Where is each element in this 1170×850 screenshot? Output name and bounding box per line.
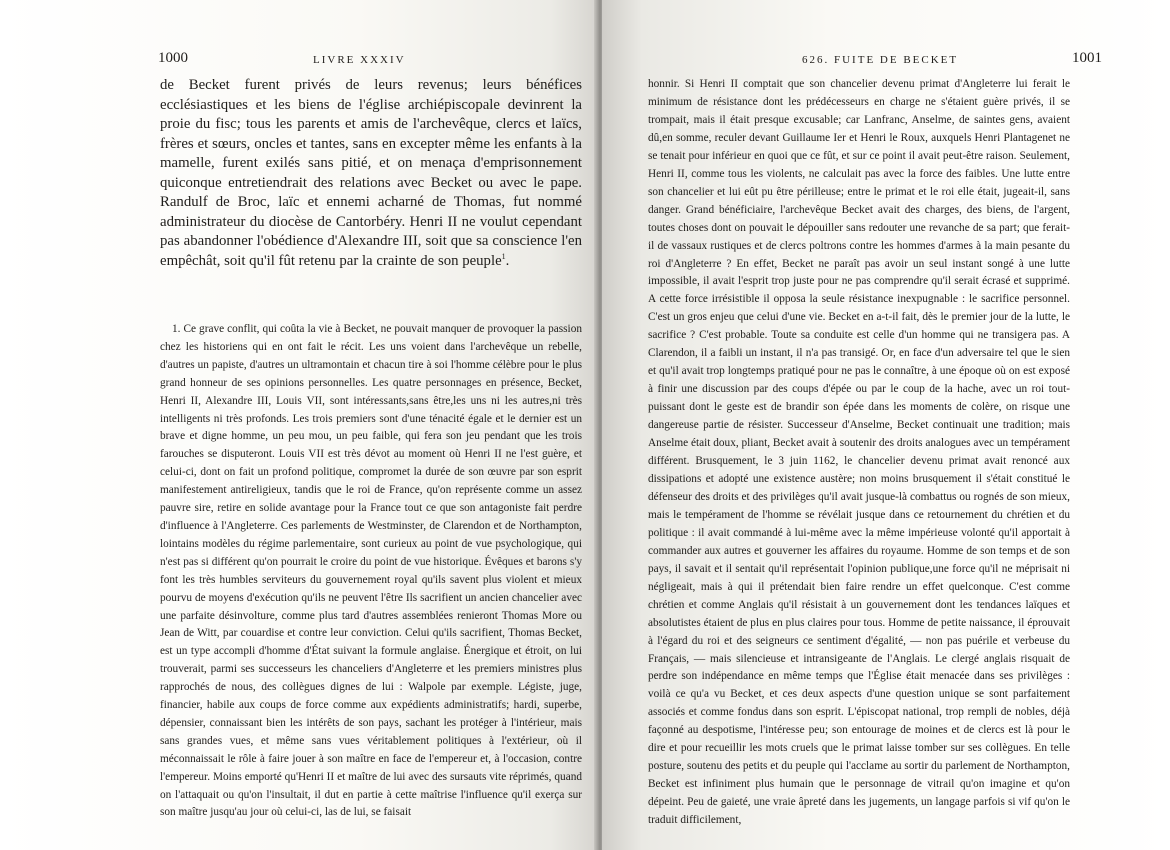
left-body-content: de Becket furent privés de leurs revenus; leurs bénéfices ecclésiastiques et les biens de l'église archiépiscopale devinrent la proie du fisc; tous les parents et amis de l'archevêque, clercs et laïcs, frères et sœurs, oncles et tantes, sans en excepter même les enfants à la mamelle, furent exilés sans pitié, et on menaça d'emprisonnement quiconque entretiendrait des relations avec Becket ou avec le pape. Randulf de Broc, laïc et ennemi acharné de Thomas, fut nommé administrateur du diocèse de Cantorbéry. Henri II ne voulut cependant pas abandonner l'obédience d'Alexandre III, soit que sa conscience l'en empêchât, soit qu'il fût retenu par la crainte de son peuple bbox=[160, 77, 582, 269]
footnote-reference: 1 bbox=[501, 251, 506, 261]
right-page-number: 1001 bbox=[1072, 50, 1102, 66]
right-body-text: honnir. Si Henri II comptait que son chancelier devenu primat d'Angleterre lui ferait le minimum de résistance dont les prédécesseurs en charge ne s'étaient guère privés, il se trompait, mais il était presque excusable; car Lanfranc, Anselme, de saintes gens, avaient dû,en somme, reculer devant Guillaume Ier et Henri le Roux, auxquels Henri Plantagenet ne se tenait pour inférieur en quoi que ce fût, et sur ce point il avait peut-être raison. Seulement, Henri II, comme tous les violents, ne calculait pas avec la force des faibles. Une lutte entre son chancelier et lui eût pu être périlleuse; entre le primat et le roi elle était, jugeait-il, sans danger. Grand bénéficiaire, l'archevêque Becket avait des charges, des biens, de l'argent, toutes choses dont on pouvait le dépouiller sans redouter une revanche de sa part; que ferait-il de vassaux rustiques et de clercs poltrons contre les hommes d'armes à la main pesante du roi d'Angleterre ? En effet, Becket ne paraît pas avoir un seul instant songé à une lutte impossible, il avait l'esprit trop juste pour ne pas comprendre qu'il serait écrasé et supprimé. A cette force irrésistible il opposa la seule résistance inexpugnable : le sacrifice personnel. C'est un gros enjeu que celui d'une vie. Becket en a-t-il fait, dès le premier jour de la lutte, le sacrifice ? C'est probable. Toute sa conduite est celle d'un homme qui ne transigera pas. A Clarendon, il a faibli un instant, il n'a pas transigé. Or, en face d'un adversaire tel que le sien et qu'il avait trop longtemps pratiqué pour ne pas le connaître, à une époque où on est exposé à finir une discussion par des coups d'épée ou par le coup de la hache, avec un roi tout-puissant dont le geste est de brandir son épée dans les moments de colère, on risque une dangereuse partie de résister. Successeur d'Anselme, Becket continuait une tradition; mais Anselme était doux, pliant, Becket avait à soutenir des droits analogues avec un tempérament différent. Brusquement, le 3 juin 1162, le chancelier devenu primat avait renoncé aux dissipations et adopté une existence austère; non moins brusquement il s'était constitué le défenseur des droits et des privilèges qu'il avait jusque-là combattus ou rognés de son mieux, mais le tempérament de l'homme se révélait jusque dans ce retournement du chrétien et du politique : il avait commandé à lui-même avec la même impérieuse volonté qu'il apportait à commander aux autres et gouverner les affaires du royaume. Homme de son temps et de son pays, il savait et il sentait qu'il représentait l'opinion publique,une force qu'il ne méprisait ni négligeait, mais à qui il prétendait bien faire rendre un effet quelconque. C'est comme chrétien et comme Anglais qu'il résistait à un gouvernement dont les tendances laïques et absolutistes étaient de plus en plus claires pour tous. Homme de petite naissance, il éprouvait à l'égard du roi et des seigneurs ce sentiment d'égalité, — non pas puérile et verbeuse du Français, — mais silencieuse et intransigeante de l'Anglais. Le clergé anglais risquait de perdre son indépendance en même temps que l'Église était menacée dans ses privilèges : voilà ce qu'a vu Becket, et ces deux aspects d'une question unique se sont parfaitement associés et comme fondus dans son esprit. L'épiscopat national, trop rempli de nobles, déjà façonné au despotisme, l'intéresse peu; son entourage de moines et de clercs est là pour le dire et pour recueillir les mots cruels que le primat laisse tomber sur ses collègues. En telle posture, soutenu des petits et du peuple qui l'acclame au sortir du parlement de Northampton, Becket est infiniment plus humain que le personnage de vitrail qu'on imagine et qu'on dépeint. Peu de gaieté, une vraie âpreté dans les jugements, un langage parfois si vif qu'on le traduit difficilement, bbox=[648, 78, 1070, 827]
right-running-head bbox=[652, 50, 1102, 70]
left-footnote: 1. Ce grave conflit, qui coûta la vie à Becket, ne pouvait manquer de provoquer la passion chez les historiens qui en ont fait le récit. Les uns voient dans l'archevêque un rebelle, d'autres un papiste, d'autres un ultramontain et chacun tire à soi l'homme célèbre pour le plus grand honneur de ses opinions personnelles. Les quatre personnages en présence, Becket, Henri II, Alexandre III, Louis VII, sont intéressants,sans être,les uns ni les autres,ni très intelligents ni très profonds. Les trois premiers sont d'une ténacité égale et le dernier est un brave et digne homme, un peu mou, un peu faible, qui fera son jeu pendant que les trois farouches se disputeront. Louis VII est très dévot au moment où Henri II ne l'est guère, et celui-ci, dont on fait un profond politique, compromet la durée de son œuvre par son esprit manifestement antireligieux, tandis que le roi de France, qu'on représente comme un assez pauvre sire, retire en solide avantage pour la France tout ce que son antagoniste fait perdre d'influence à l'Angleterre. Ces parlements de Westminster, de Clarendon et de Northampton, lointains modèles du régime parlementaire, sont curieux au point de vue psychologique, qui n'est pas si différent qu'on pourrait le croire du point de vue historique. Évêques et barons s'y font les très humbles serviteurs du gouvernement royal qu'ils savent plus violent et mieux pourvu de moyens d'exécution qu'ils ne peuvent l'être Ils sacrifient un ancien chancelier avec une parfaite désinvolture, comme plus tard d'autres assemblées renieront Thomas More ou Jean de Witt, par couardise et contre leur conviction. Celui qu'ils sacrifient, Thomas Becket, est un type accompli d'homme d'État suivant la formule anglaise. Énergique et étroit, on lui trouverait, parmi ses successeurs les chanceliers d'Angleterre et les premiers ministres plus rapprochés de nous, des collègues dignes de lui : Walpole par exemple. Légiste, juge, financier, habile aux coups de force comme aux expédients administratifs; hardi, superbe, dépensier, connaissant bien les intérêts de son pays, sachant les protéger à l'intérieur, mais sans grandes vues, et même sans vues véritablement politiques à l'extérieur, où il méconnaissait le rôle à faire jouer à son maître en face de l'empereur et, à l'occasion, contre l'empereur. Moins emporté qu'Henri II et maître de lui avec des sursauts vite réprimés, quand on l'attaquait ou qu'on l'insultait, il dut en partie à cette maîtrise l'influence qu'il exerça sur son maître jusqu'au jour où celui-ci, las de lui, se faisait bbox=[160, 323, 582, 819]
right-running-title: 626. FUITE DE BECKET bbox=[802, 54, 959, 66]
left-page-number: 1000 bbox=[158, 50, 188, 66]
left-body-text: de Becket furent privés de leurs revenus; leurs bénéfices ecclésiastiques et les biens de l'église archiépiscopale devinrent la proie du fisc; tous les parents et amis de l'archevêque, clercs et laïcs, frères et sœurs, oncles et tantes, sans en excepter même les enfants à la mamelle, furent exilés sans pitié, et on menaça d'emprisonnement quiconque entretiendrait des relations avec Becket ou avec le pape. Randulf de Broc, laïc et ennemi acharné de Thomas, fut nommé administrateur du diocèse de Cantorbéry. Henri II ne voulut cependant pas abandonner l'obédience d'Alexandre III, soit que sa conscience l'en empêchât, soit qu'il fût retenu par la crainte de son peuple$^1$. bbox=[160, 77, 582, 269]
left-running-head bbox=[158, 50, 583, 70]
right-page bbox=[602, 0, 1170, 850]
left-running-title: LIVRE XXXIV bbox=[313, 54, 406, 66]
